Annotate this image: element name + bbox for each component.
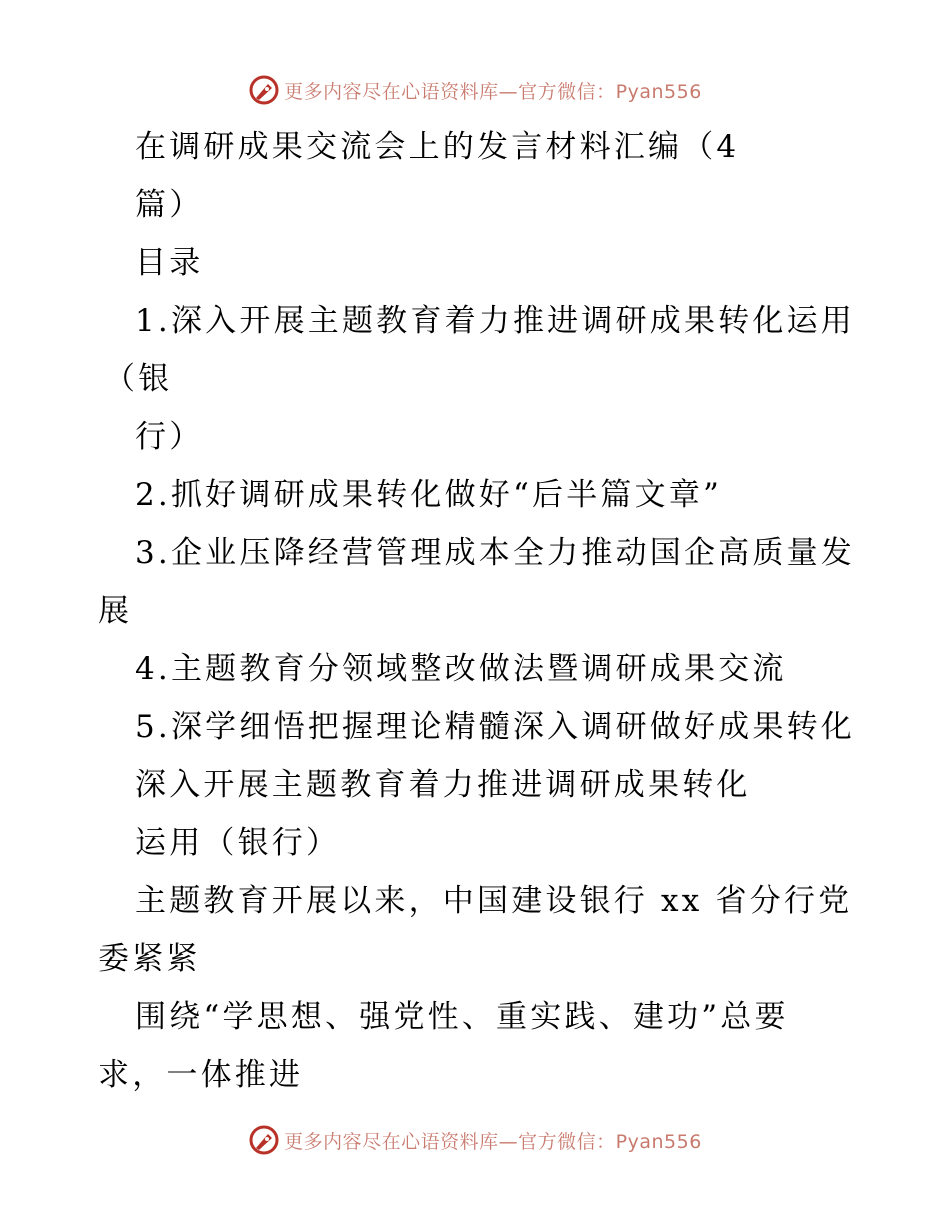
section-title-line-2: 运用（银行） [135,825,341,861]
toc-item-5: 5.深学细悟把握理论精髓深入调研做好成果转化 [135,709,855,745]
document-title-line-1: 在调研成果交流会上的发言材料汇编（4 [135,129,740,165]
toc-item-1-line-1: 1.深入开展主题教育着力推进调研成果转化运用 [135,303,855,339]
document-title-line-2: 篇） [135,187,204,223]
header-watermark-text: 更多内容尽在心语资料库—官方微信：Pyan556 [284,80,702,103]
paragraph-2-line-2: 求，一体推进 [98,1057,304,1093]
paragraph-2-line-1: 围绕“学思想、强党性、重实践、建功”总要 [135,999,789,1035]
pen-nib-logo-icon [248,1124,280,1156]
toc-item-2: 2.抓好调研成果转化做好“后半篇文章” [135,477,723,513]
toc-item-1-line-2: （银 [104,361,173,397]
section-title-line-1: 深入开展主题教育着力推进调研成果转化 [135,767,751,803]
paragraph-1-line-1: 主题教育开展以来，中国建设银行 xx 省分行党 [135,883,853,919]
footer-watermark [0,1120,950,1160]
toc-heading: 目录 [135,245,204,281]
toc-item-1-line-3: 行） [135,419,204,455]
toc-item-3-line-2: 展 [98,593,133,629]
footer-watermark-text: 更多内容尽在心语资料库—官方微信：Pyan556 [284,1130,702,1153]
toc-item-3-line-1: 3.企业压降经营管理成本全力推动国企高质量发 [135,535,855,571]
header-watermark [0,70,950,110]
toc-item-4: 4.主题教育分领域整改做法暨调研成果交流 [135,651,787,687]
pen-nib-logo-icon [248,74,280,106]
paragraph-1-line-2: 委紧紧 [98,941,201,977]
